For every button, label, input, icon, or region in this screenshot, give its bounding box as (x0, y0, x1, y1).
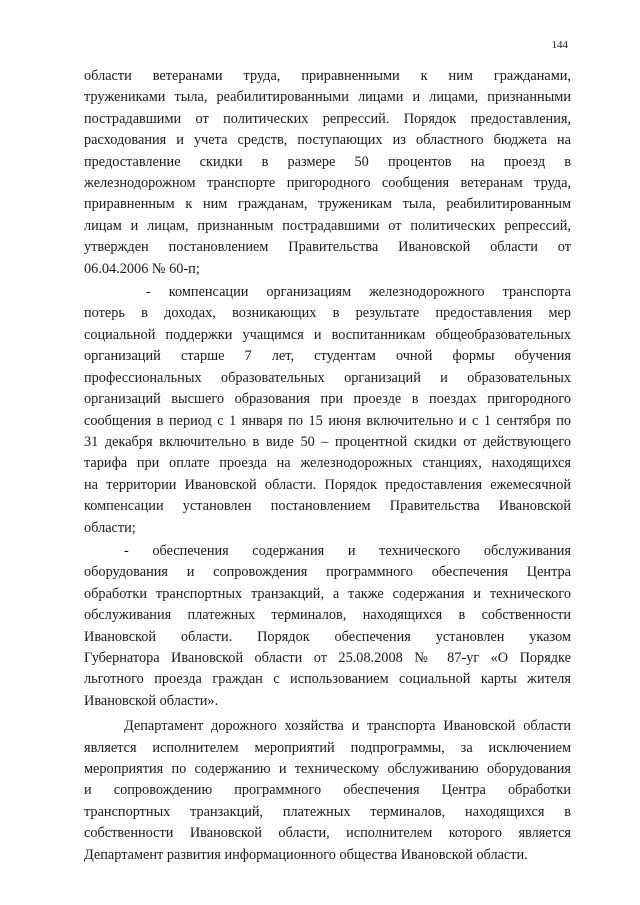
text-line: - компенсации организациям железнодорожного транспорта (146, 284, 571, 301)
text-line: тружениками тыла, реабилитированными лицами и лицами, признанными (84, 89, 571, 106)
text-line: лицам и лицам, признанным пострадавшими от политических репрессий, (84, 217, 571, 234)
text-line: 31 декабря включительно в виде 50 – процентной скидки от действующего (84, 433, 571, 450)
text-line: области; (84, 519, 136, 536)
text-line: расходования и учета средств, поступающих из областного бюджета на (84, 132, 571, 149)
text-line: организаций старше 7 лет, студентам очной формы обучения (84, 348, 571, 365)
text-line: сообщения в период с 1 января по 15 июня включительно и с 1 сентября по (84, 412, 571, 429)
text-line: собственности Ивановской области, исполнителем которого является (84, 825, 571, 842)
text-line: железнодорожном транспорте пригородного сообщения ветеранам труда, (84, 175, 571, 192)
text-line: Департамент развития информационного общества Ивановской области. (84, 846, 528, 863)
text-line: Губернатора Ивановской области от 25.08.2008 № 87-уг «О Порядке (84, 649, 571, 666)
text-line: на территории Ивановской области. Порядок предоставления ежемесячной (84, 476, 571, 493)
document-body (84, 66, 571, 866)
text-line: является исполнителем мероприятий подпрограммы, за исключением (84, 739, 571, 756)
text-line: предоставление скидки в размере 50 процентов на проезд в (84, 153, 571, 170)
text-line: профессиональных образовательных организаций и образовательных (84, 369, 571, 386)
text-line: Департамент дорожного хозяйства и транспорта Ивановской области (124, 718, 571, 735)
text-line: - обеспечения содержания и технического обслуживания (124, 542, 571, 559)
text-line: социальной поддержки учащимся и воспитанникам общеобразовательных (84, 326, 571, 343)
text-line: утвержден постановлением Правительства Ивановской области от (84, 239, 571, 256)
text-line: обслуживания платежных терминалов, находящихся в собственности (84, 607, 571, 624)
text-line: пострадавшими от политических репрессий. Порядок предоставления, (84, 110, 571, 127)
text-line: и сопровождению программного обеспечения Центра обработки (84, 782, 571, 799)
text-line: обработки транспортных транзакций, а также содержания и технического (84, 585, 571, 602)
text-line: 06.04.2006 № 60-п; (84, 260, 200, 277)
text-line: оборудования и сопровождения программного обеспечения Центра (84, 564, 571, 581)
text-line: потерь в доходах, возникающих в результате предоставления мер (84, 305, 571, 322)
text-line: компенсации установлен постановлением Правительства Ивановской (84, 498, 571, 515)
page-number: 144 (551, 39, 568, 51)
text-line: приравненным к ним гражданам, труженикам тыла, реабилитированным (84, 196, 571, 213)
text-line: Ивановской области. Порядок обеспечения установлен указом (84, 628, 571, 645)
text-line: льготного проезда граждан с использованием социальной карты жителя (84, 671, 571, 688)
text-line: Ивановской области». (84, 692, 219, 709)
text-line: транспортных транзакций, платежных терминалов, находящихся в (84, 803, 571, 820)
text-line: мероприятия по содержанию и техническому обслуживанию оборудования (84, 761, 571, 777)
paragraph-transaction-center (84, 541, 571, 712)
paragraph-veterans-discount (84, 66, 571, 280)
text-line: области ветеранами труда, приравненными к ним гражданами, (84, 68, 571, 84)
paragraph-department-executor (84, 716, 571, 866)
text-line: тарифа при оплате проезда на железнодорожных станциях, находящихся (84, 455, 571, 472)
paragraph-railway-compensation (84, 282, 571, 539)
text-line: организаций высшего образования при проезде в поездах пригородного (84, 391, 571, 408)
